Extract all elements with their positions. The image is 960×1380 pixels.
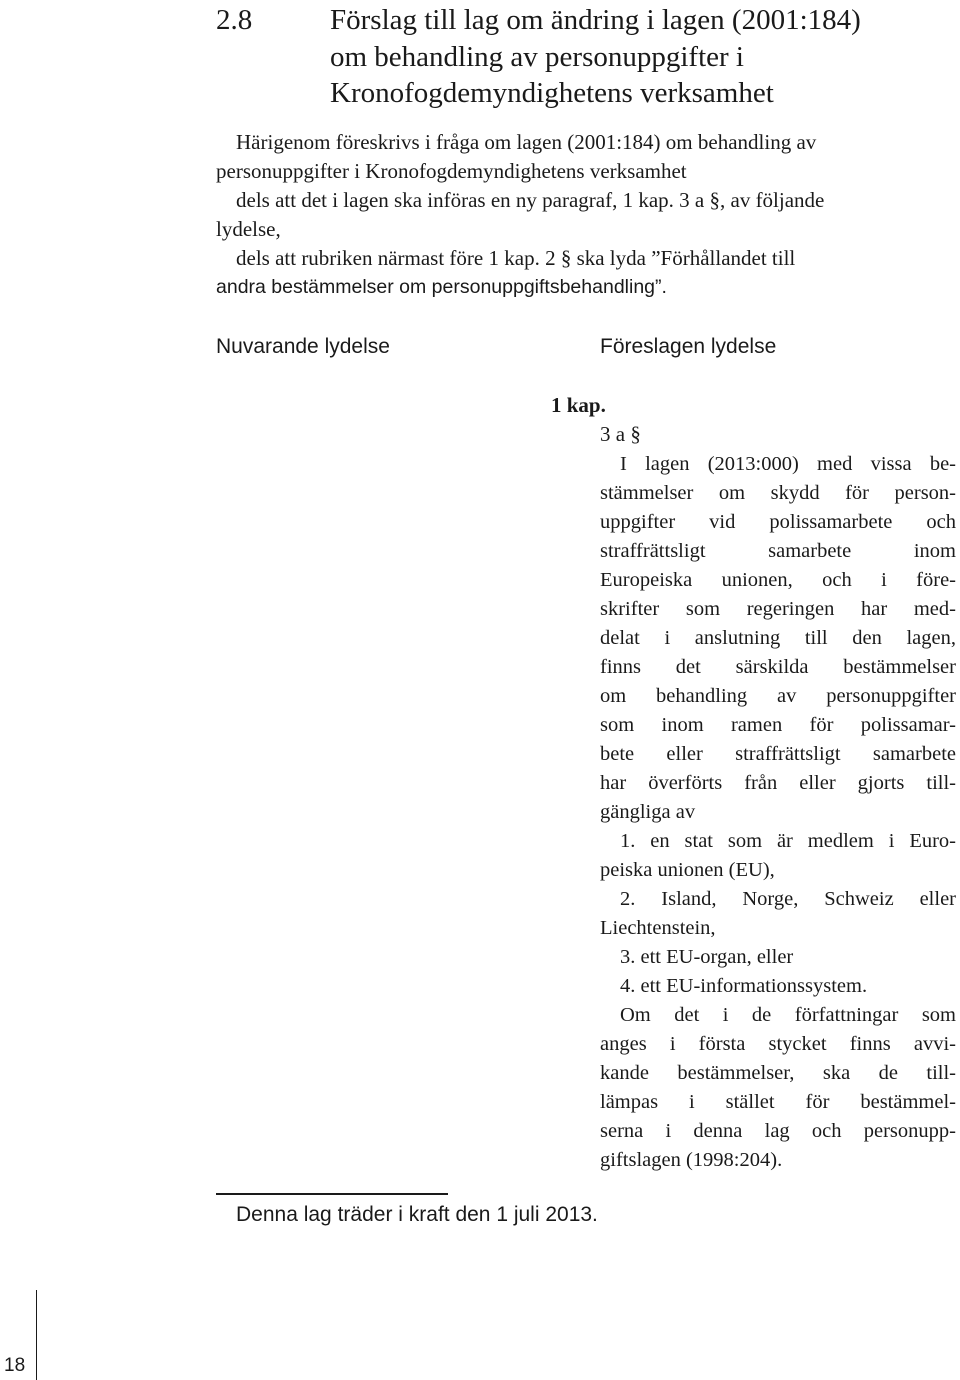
body-line: 2. Island, Norge, Schweiz eller bbox=[620, 888, 956, 910]
body-line: finns det särskilda bestämmelser bbox=[600, 656, 956, 678]
section-title-line: Förslag till lag om ändring i lagen (2001:184) bbox=[330, 4, 861, 36]
body-line: som inom ramen för polissamar- bbox=[600, 714, 956, 736]
section-title-line: om behandling av personuppgifter i bbox=[330, 40, 744, 73]
section-number: 2.8 bbox=[216, 4, 253, 36]
intro-text bbox=[216, 128, 958, 302]
body-line: kande bestämmelser, ska de till- bbox=[600, 1062, 956, 1084]
margin-line bbox=[36, 1290, 37, 1380]
column-heading-current: Nuvarande lydelse bbox=[216, 335, 390, 358]
body-line: delat i anslutning till den lagen, bbox=[600, 627, 956, 649]
body-line: anges i första stycket finns avvi- bbox=[600, 1033, 956, 1055]
intro-line: andra bestämmelser om personuppgiftsbehandling”. bbox=[216, 276, 667, 298]
body-line: serna i denna lag och personupp- bbox=[600, 1120, 956, 1142]
intro-line: dels att det i lagen ska införas en ny paragraf, 1 kap. 3 a §, av följande bbox=[236, 188, 825, 212]
column-heading-proposed: Föreslagen lydelse bbox=[600, 335, 777, 358]
body-line: stämmelser om skydd för person- bbox=[600, 482, 956, 504]
body-line: I lagen (2013:000) med vissa be- bbox=[620, 453, 956, 475]
body-line: skrifter som regeringen har med- bbox=[600, 598, 956, 620]
body-line: peiska unionen (EU), bbox=[600, 859, 775, 881]
body-line: 1. en stat som är medlem i Euro- bbox=[620, 830, 956, 852]
body-line: Om det i de författningar som bbox=[620, 1004, 956, 1026]
proposed-text bbox=[600, 450, 956, 1175]
footnote-rule bbox=[216, 1193, 448, 1195]
body-line: om behandling av personuppgifter bbox=[600, 685, 956, 707]
body-line: har överförts från eller gjorts till- bbox=[600, 772, 956, 794]
body-line: uppgifter vid polissamarbete och bbox=[600, 511, 956, 533]
body-line: 3. ett EU-organ, eller bbox=[620, 946, 794, 968]
body-line: giftslagen (1998:204). bbox=[600, 1149, 783, 1171]
body-line: lämpas i stället för bestämmel- bbox=[600, 1091, 956, 1113]
intro-line: personuppgifter i Kronofogdemyndighetens verksamhet bbox=[216, 159, 687, 183]
body-line: bete eller straffrättsligt samarbete bbox=[600, 743, 956, 765]
intro-line: lydelse, bbox=[216, 217, 281, 241]
body-line: Europeiska unionen, och i före- bbox=[600, 569, 956, 591]
page-number: 18 bbox=[4, 1355, 26, 1376]
body-line: Liechtenstein, bbox=[600, 917, 716, 939]
body-line: straffrättsligt samarbete inom bbox=[600, 540, 956, 562]
intro-line: dels att rubriken närmast före 1 kap. 2 § ska lyda ”Förhållandet till bbox=[236, 246, 796, 270]
paragraph-heading: 3 a § bbox=[600, 422, 641, 446]
intro-line: Härigenom föreskrivs i fråga om lagen (2001:184) om behandling av bbox=[236, 130, 817, 154]
chapter-heading: 1 kap. bbox=[551, 393, 606, 417]
section-title-line: Kronofogdemyndighetens verksamhet bbox=[330, 77, 774, 109]
body-line: gängliga av bbox=[600, 801, 696, 823]
section-title bbox=[330, 2, 861, 112]
body-line: 4. ett EU-informationssystem. bbox=[620, 975, 868, 997]
footnote: Denna lag träder i kraft den 1 juli 2013. bbox=[236, 1203, 598, 1226]
